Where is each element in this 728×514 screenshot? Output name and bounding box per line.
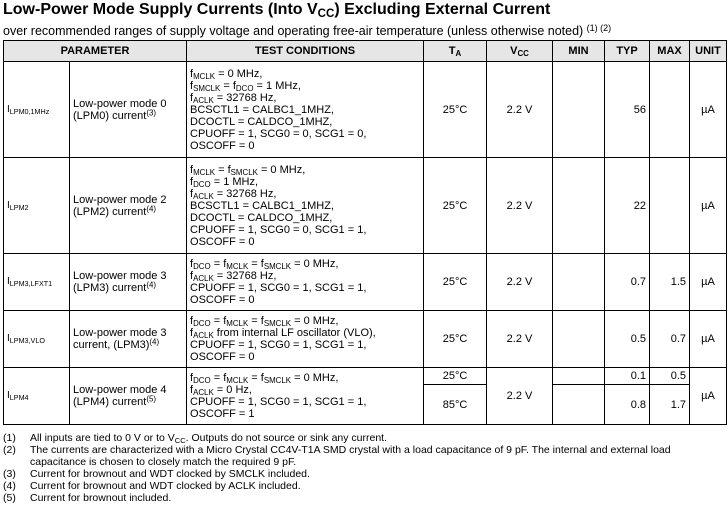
footnote-3: (3) Current for brownout and WDT clocked by SMCLK included. <box>3 468 310 480</box>
unit-value: µA <box>690 158 727 254</box>
typ-value: 0.5 <box>605 311 650 368</box>
typ-value: 0.1 <box>605 368 650 385</box>
header-min: MIN <box>553 41 605 62</box>
min-value <box>553 254 605 311</box>
footnote-2: (2) The currents are characterized with a Micro Crystal CC4V-T1A SMD crystal with a load capacitance of 9 pF. The internal and external load capacitance is chosen to closely match the required 9 pF. <box>3 444 671 468</box>
table-row-lpm3-vlo <box>4 311 727 368</box>
page-title: Low-Power Mode Supply Currents (Into $V_{CC}$) Excluding External Current <box>3 1 551 20</box>
header-max: MAX <box>650 41 690 62</box>
test-conditions: $f_{MCLK} = 0$ MHz, $f_{SMCLK} = f_{DCO} = 1$ MHz, $f_{ACLK} = 32768$ Hz, BCSCTL1 = CALBC1_1MHZ, DCOCTL = CALDCO_1MHZ, CPUOFF = 1, SCG0 = 0, SCG1 = 0, OSCOFF = 0 <box>187 62 424 158</box>
min-value <box>553 158 605 254</box>
max-value <box>650 158 690 254</box>
vcc-value: 2.2 V <box>487 158 553 254</box>
test-conditions: $f_{DCO} = f_{MCLK} = f_{SMCLK} = 0$ MHz, $f_{ACLK} = 0$ Hz, CPUOFF = 1, SCG0 = 1, SCG1 = 1, OSCOFF = 1 <box>187 368 424 425</box>
table-row-lpm0 <box>4 62 727 158</box>
unit-value: µA <box>690 254 727 311</box>
vcc-value: 2.2 V <box>487 254 553 311</box>
header-test-conditions: TEST CONDITIONS <box>187 41 424 62</box>
subtitle-footnote-refs: (1) (2) <box>586 22 612 33</box>
unit-value: µA <box>690 62 727 158</box>
footnote-1: (1) All inputs are tied to 0 V or to $V_{CC}$. Outputs do not source or sink any current. <box>3 432 388 445</box>
max-value: 1.5 <box>650 254 690 311</box>
typ-value: 56 <box>605 62 650 158</box>
unit-value: µA <box>690 368 727 425</box>
typ-value: 0.8 <box>605 385 650 425</box>
test-conditions: $f_{MCLK} = f_{SMCLK} = 0$ MHz, $f_{DCO} = 1$ MHz, $f_{ACLK} = 32768$ Hz, BCSCTL1 = CALBC1_1MHZ, DCOCTL = CALDCO_1MHZ, CPUOFF = 1, SCG0 = 0, SCG1 = 1, OSCOFF = 0 <box>187 158 424 254</box>
max-value: 0.7 <box>650 311 690 368</box>
table-row-lpm4 <box>4 368 727 385</box>
parameter-symbol: $I_{LPM3,LFXT1}$ <box>4 254 70 311</box>
ta-value: 25°C <box>424 254 487 311</box>
parameter-description: Low-power mode 3 current, $(LPM3)^{(4)}$ <box>70 311 187 368</box>
test-conditions: $f_{DCO} = f_{MCLK} = f_{SMCLK} = 0$ MHz, $f_{ACLK}$ from internal LF oscillator (VLO), CPUOFF = 1, SCG0 = 1, SCG1 = 1, OSCOFF = 0 <box>187 311 424 368</box>
max-value: 0.5 <box>650 368 690 385</box>
parameter-description: Low-power mode 2 (LPM2) current$^{(4)}$ <box>70 158 187 254</box>
header-ta: $T_A$ <box>424 41 487 62</box>
vcc-value: 2.2 V <box>487 368 553 425</box>
parameter-symbol: $I_{LPM4}$ <box>4 368 70 425</box>
max-value <box>650 62 690 158</box>
header-typ: TYP <box>605 41 650 62</box>
parameter-description: Low-power mode 4 (LPM4) current$^{(5)}$ <box>70 368 187 425</box>
header-unit: UNIT <box>690 41 727 62</box>
parameter-description: Low-power mode 3 (LPM3) current$^{(4)}$ <box>70 254 187 311</box>
parameter-symbol: $I_{LPM0,1MHz}$ <box>4 62 70 158</box>
supply-current-table <box>3 40 727 425</box>
ta-value: 85°C <box>424 385 487 425</box>
vcc-value: 2.2 V <box>487 311 553 368</box>
min-value <box>553 385 605 425</box>
footnote-4: (4) Current for brownout and WDT clocked by ACLK included. <box>3 480 301 492</box>
min-value <box>553 62 605 158</box>
max-value: 1.7 <box>650 385 690 425</box>
parameter-symbol: $I_{LPM3,VLO}$ <box>4 311 70 368</box>
ta-value: 25°C <box>424 311 487 368</box>
footnote-5: (5) Current for brownout included. <box>3 492 172 504</box>
min-value <box>553 311 605 368</box>
typ-value: 0.7 <box>605 254 650 311</box>
min-value <box>553 368 605 385</box>
header-parameter: PARAMETER <box>4 41 187 62</box>
test-conditions: $f_{DCO} = f_{MCLK} = f_{SMCLK} = 0$ MHz, $f_{ACLK} = 32768$ Hz, CPUOFF = 1, SCG0 = 1, SCG1 = 1, OSCOFF = 0 <box>187 254 424 311</box>
table-row-lpm2 <box>4 158 727 254</box>
vcc-value: 2.2 V <box>487 62 553 158</box>
table-header-row <box>4 41 727 62</box>
typ-value: 22 <box>605 158 650 254</box>
ta-value: 25°C <box>424 368 487 385</box>
ta-value: 25°C <box>424 158 487 254</box>
table-row-lpm3-lfxt1 <box>4 254 727 311</box>
header-vcc: $V_{CC}$ <box>487 41 553 62</box>
parameter-description: Low-power mode 0 (LPM0) current$^{(3)}$ <box>70 62 187 158</box>
footnotes <box>3 432 725 504</box>
page-subtitle: over recommended ranges of supply voltage and operating free-air temperature (unless otherwise noted) $^{(1) (2)}$ <box>3 22 612 38</box>
parameter-symbol: $I_{LPM2}$ <box>4 158 70 254</box>
unit-value: µA <box>690 311 727 368</box>
ta-value: 25°C <box>424 62 487 158</box>
